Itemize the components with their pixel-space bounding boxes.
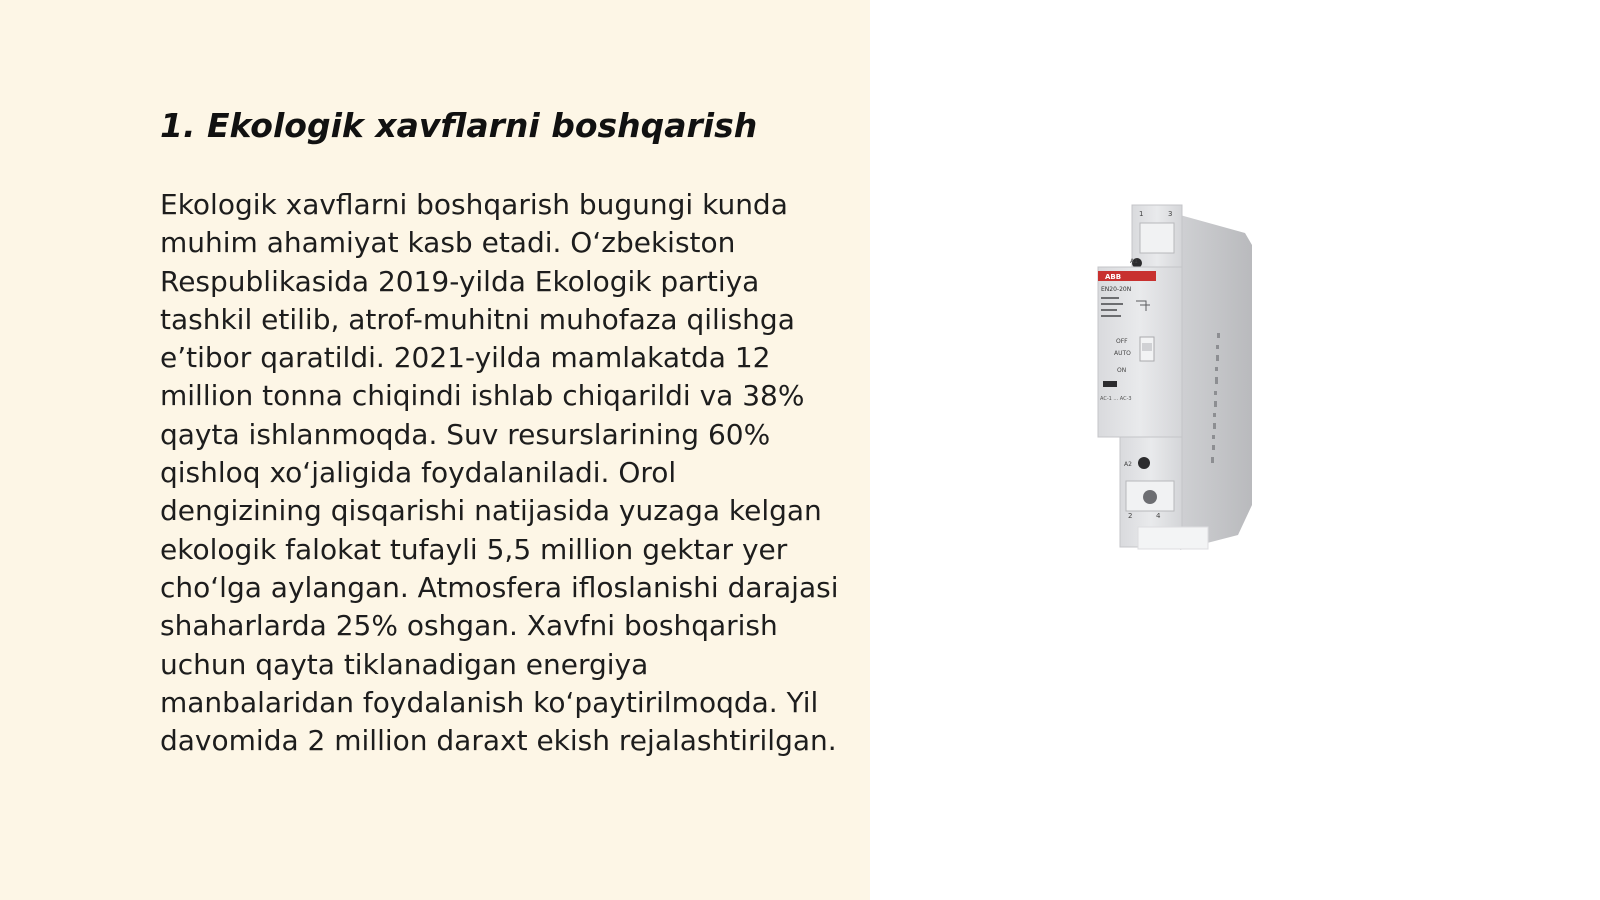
terminal-label-2: 2 xyxy=(1128,512,1133,520)
device-rating-text: AC-1 ... AC-3 xyxy=(1100,396,1132,402)
device-top-screw-opening xyxy=(1140,223,1174,253)
terminal-label-3: 3 xyxy=(1168,210,1173,218)
device-a2-screw xyxy=(1138,457,1150,469)
switch-label-off: OFF xyxy=(1116,338,1128,345)
device-indicator-window xyxy=(1103,381,1117,387)
terminal-label-a1: A1 xyxy=(1130,258,1138,265)
terminal-label-1: 1 xyxy=(1139,210,1144,218)
slide-body-text: Ekologik xavflarni boshqarish bugungi kunda muhim ahamiyat kasb etadi. O‘zbekiston Respublikasida 2019-yilda Ekologik partiya tashkil etilib, atrof-muhitni muhofaza qilishga e’tibor qaratildi. 2021-yilda mamlakatda 12 million tonna chiqindi ishlab chiqarildi va 38% qayta ishlanmoqda. Suv resurslarining 60% qishloq xo‘jaligida foydalaniladi. Orol dengizining qisqarishi natijasida yuzaga kelgan ekologik falokat tufayli 5,5 million gektar yer cho‘lga aylangan. Atmosfera ifloslanishi darajasi shaharlarda 25% oshgan. Xavfni boshqarish uchun qayta tiklanadigan energiya manbalaridan foydalanish ko‘paytirilmoqda. Yil davomida 2 million daraxt ekish rejalashtirilgan. xyxy=(160,188,839,758)
switch-label-on: ON xyxy=(1117,367,1127,374)
modular-contactor-device-image xyxy=(1100,205,1290,575)
device-model-text: EN20-20N xyxy=(1101,286,1132,293)
switch-label-auto: AUTO xyxy=(1114,350,1131,357)
device-din-clip xyxy=(1138,527,1208,549)
device-brand-text: ABB xyxy=(1105,273,1122,281)
device-bottom-screw xyxy=(1143,490,1157,504)
terminal-label-a2: A2 xyxy=(1124,461,1132,468)
slide-heading: 1. Ekologik xavflarni boshqarish xyxy=(160,106,758,145)
terminal-label-4: 4 xyxy=(1156,512,1161,520)
device-mode-switch-knob xyxy=(1142,343,1152,351)
